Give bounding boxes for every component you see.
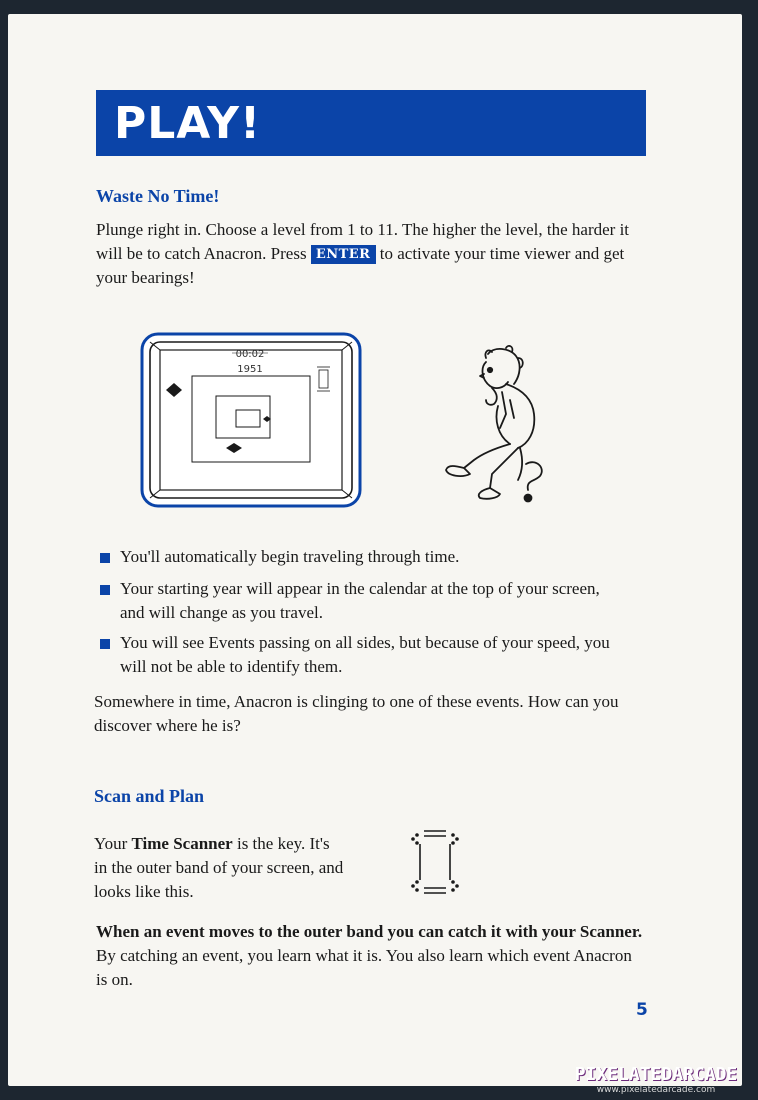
section-heading-waste-no-time: Waste No Time! <box>96 186 220 206</box>
screen-timer: 00:02 <box>235 349 265 360</box>
back-leg <box>490 448 518 488</box>
title-banner <box>96 90 646 156</box>
enter-key-badge: ENTER <box>311 245 376 264</box>
back-outline <box>506 384 534 448</box>
stool <box>518 448 522 480</box>
game-screen-illustration <box>140 332 362 508</box>
bullet-square-icon <box>100 553 110 563</box>
section-heading-scan-and-plan: Scan and Plan <box>94 786 205 806</box>
bullet-square-icon <box>100 639 110 649</box>
catch-event-paragraph: When an event moves to the outer band you can catch it with your Scanner. By catching an event, you learn what it is. You also learn which event Anacron is on. <box>96 922 643 989</box>
back-shoe <box>479 488 500 499</box>
intro-text-after-key: to activate your time viewer and get your bearings! <box>96 244 625 287</box>
bullet-square-icon <box>100 585 110 595</box>
hair-outline <box>488 349 520 384</box>
hand-on-chin <box>486 388 497 405</box>
question-mark-tail <box>526 462 542 490</box>
time-scanner-icon <box>404 826 466 898</box>
page-number: 5 <box>636 1000 648 1020</box>
anacron-character-illustration <box>440 344 552 506</box>
coat-front <box>497 406 511 444</box>
front-shoe <box>446 466 470 476</box>
watermark-brand: PIXELATEDARCADE <box>574 1064 738 1085</box>
screen-year: 1951 <box>237 364 263 375</box>
watermark <box>560 1064 752 1095</box>
page-title: PLAY! <box>114 98 262 149</box>
catch-event-bold: When an event moves to the outer band you can catch it with your Scanner. <box>96 922 643 941</box>
bullet-item: You will see Events passing on all sides, but because of your speed, you will not be able to identify them. <box>118 631 618 679</box>
intro-text-before-key: Plunge right in. Choose a level from 1 to 11. The higher the level, the harder it will be to catch Anacron. Press <box>96 220 630 263</box>
face-outline <box>483 362 508 388</box>
watermark-url: www.pixelatedarcade.com <box>596 1085 716 1095</box>
bullet-item: You'll automatically begin traveling through time. <box>118 545 618 569</box>
intro-paragraph <box>96 218 646 290</box>
front-leg <box>464 444 510 468</box>
discover-paragraph: Somewhere in time, Anacron is clinging to one of these events. How can you discover where he is? <box>94 692 619 735</box>
scanner-intro-paragraph: Your Time Scanner is the key. It's in the outer band of your screen, and looks like this. <box>94 834 344 901</box>
bullet-item: Your starting year will appear in the calendar at the top of your screen, and will change as you travel. <box>118 577 618 625</box>
time-scanner-term: Time Scanner <box>131 834 233 853</box>
